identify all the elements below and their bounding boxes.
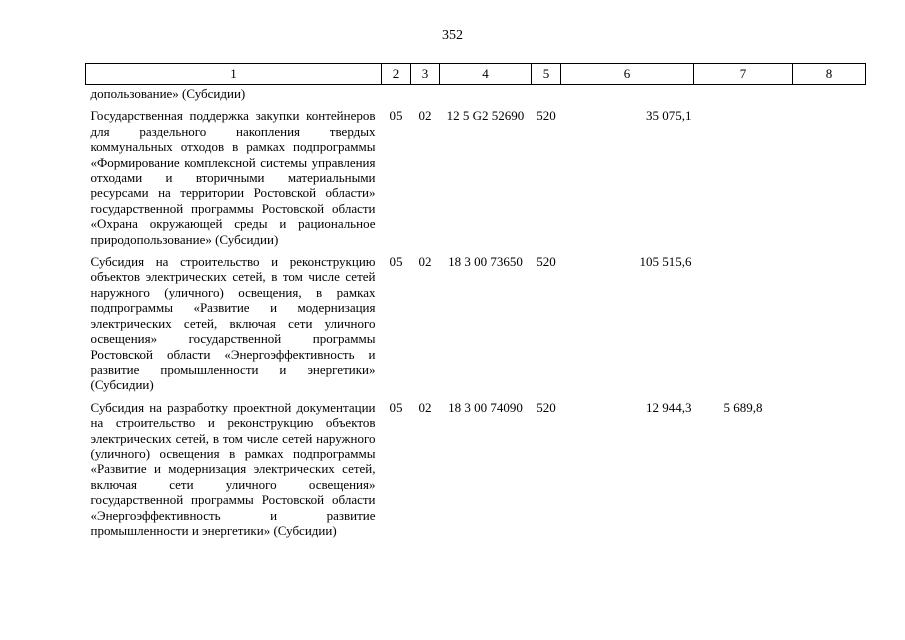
row-amount-col7 bbox=[694, 101, 793, 247]
row-amount-col8 bbox=[793, 393, 866, 539]
row-amount-col7: 5 689,8 bbox=[723, 399, 763, 415]
row-target-article: 12 5 G2 52690 bbox=[446, 108, 525, 124]
table-body bbox=[86, 85, 866, 539]
column-header-2: 2 bbox=[382, 64, 411, 85]
row-target-article: 18 3 00 73650 bbox=[448, 254, 523, 270]
row-expense-type: 520 bbox=[536, 254, 556, 270]
row-amount-col8 bbox=[793, 101, 866, 247]
table-row bbox=[86, 101, 866, 247]
row-amount-col6: 105 515,6 bbox=[639, 254, 692, 270]
row-amount-col7 bbox=[694, 247, 793, 393]
table-header bbox=[86, 64, 866, 85]
column-header-8: 8 bbox=[793, 64, 866, 85]
row-amount-col6: 35 075,1 bbox=[646, 108, 692, 124]
row-expense-type: 520 bbox=[536, 108, 556, 124]
row-section-code: 05 bbox=[389, 108, 403, 124]
budget-table bbox=[85, 63, 866, 538]
header-row bbox=[86, 64, 866, 85]
column-header-5: 5 bbox=[532, 64, 561, 85]
column-header-4: 4 bbox=[440, 64, 532, 85]
row-section-code: 05 bbox=[389, 254, 403, 270]
continuation-text: допользование» (Субсидии) bbox=[90, 86, 246, 101]
row-target-article: 18 3 00 74090 bbox=[448, 399, 523, 415]
row-expense-type: 520 bbox=[536, 399, 556, 415]
row-name: Государственная поддержка закупки контейнеров для раздельного накопления твердых коммунальных отходов в рамках подпрограммы «Формирование комплексной системы управления отходами и вторичными материальными ресурсами на территории Ростовской области» государственной программы Ростовской области «Охрана окружающей среды и рациональное природопользование» (Субсидии) bbox=[90, 108, 376, 247]
row-amount-col8 bbox=[793, 247, 866, 393]
column-header-1: 1 bbox=[86, 64, 382, 85]
page-number: 352 bbox=[442, 28, 463, 43]
column-header-3: 3 bbox=[411, 64, 440, 85]
row-name: Субсидия на строительство и реконструкцию объектов электрических сетей, в том числе сетей наружного (уличного) освещения, в рамках подпрограммы «Развитие и модернизация электрических сетей, включая сети уличного освещения» государственной программы Ростовской области «Энергоэффективность и развитие промышленности и энергетики» (Субсидии) bbox=[90, 254, 376, 393]
column-header-7: 7 bbox=[694, 64, 793, 85]
table-row bbox=[86, 393, 866, 539]
column-header-6: 6 bbox=[561, 64, 694, 85]
row-section-code: 05 bbox=[389, 399, 403, 415]
row-subsection-code: 02 bbox=[418, 108, 432, 124]
row-amount-col6: 12 944,3 bbox=[646, 399, 692, 415]
row-subsection-code: 02 bbox=[418, 254, 432, 270]
continuation-row bbox=[86, 85, 866, 102]
row-name: Субсидия на разработку проектной документации на строительство и реконструкцию объектов электрических сетей, в том числе сетей наружного (уличного) освещения в рамках подпрограммы «Развитие и модернизация электрических сетей, включая сети уличного освещения» государственной программы Ростовской области «Энергоэффективность и развитие промышленности и энергетики» (Субсидии) bbox=[90, 399, 376, 538]
table-row bbox=[86, 247, 866, 393]
row-subsection-code: 02 bbox=[418, 399, 432, 415]
